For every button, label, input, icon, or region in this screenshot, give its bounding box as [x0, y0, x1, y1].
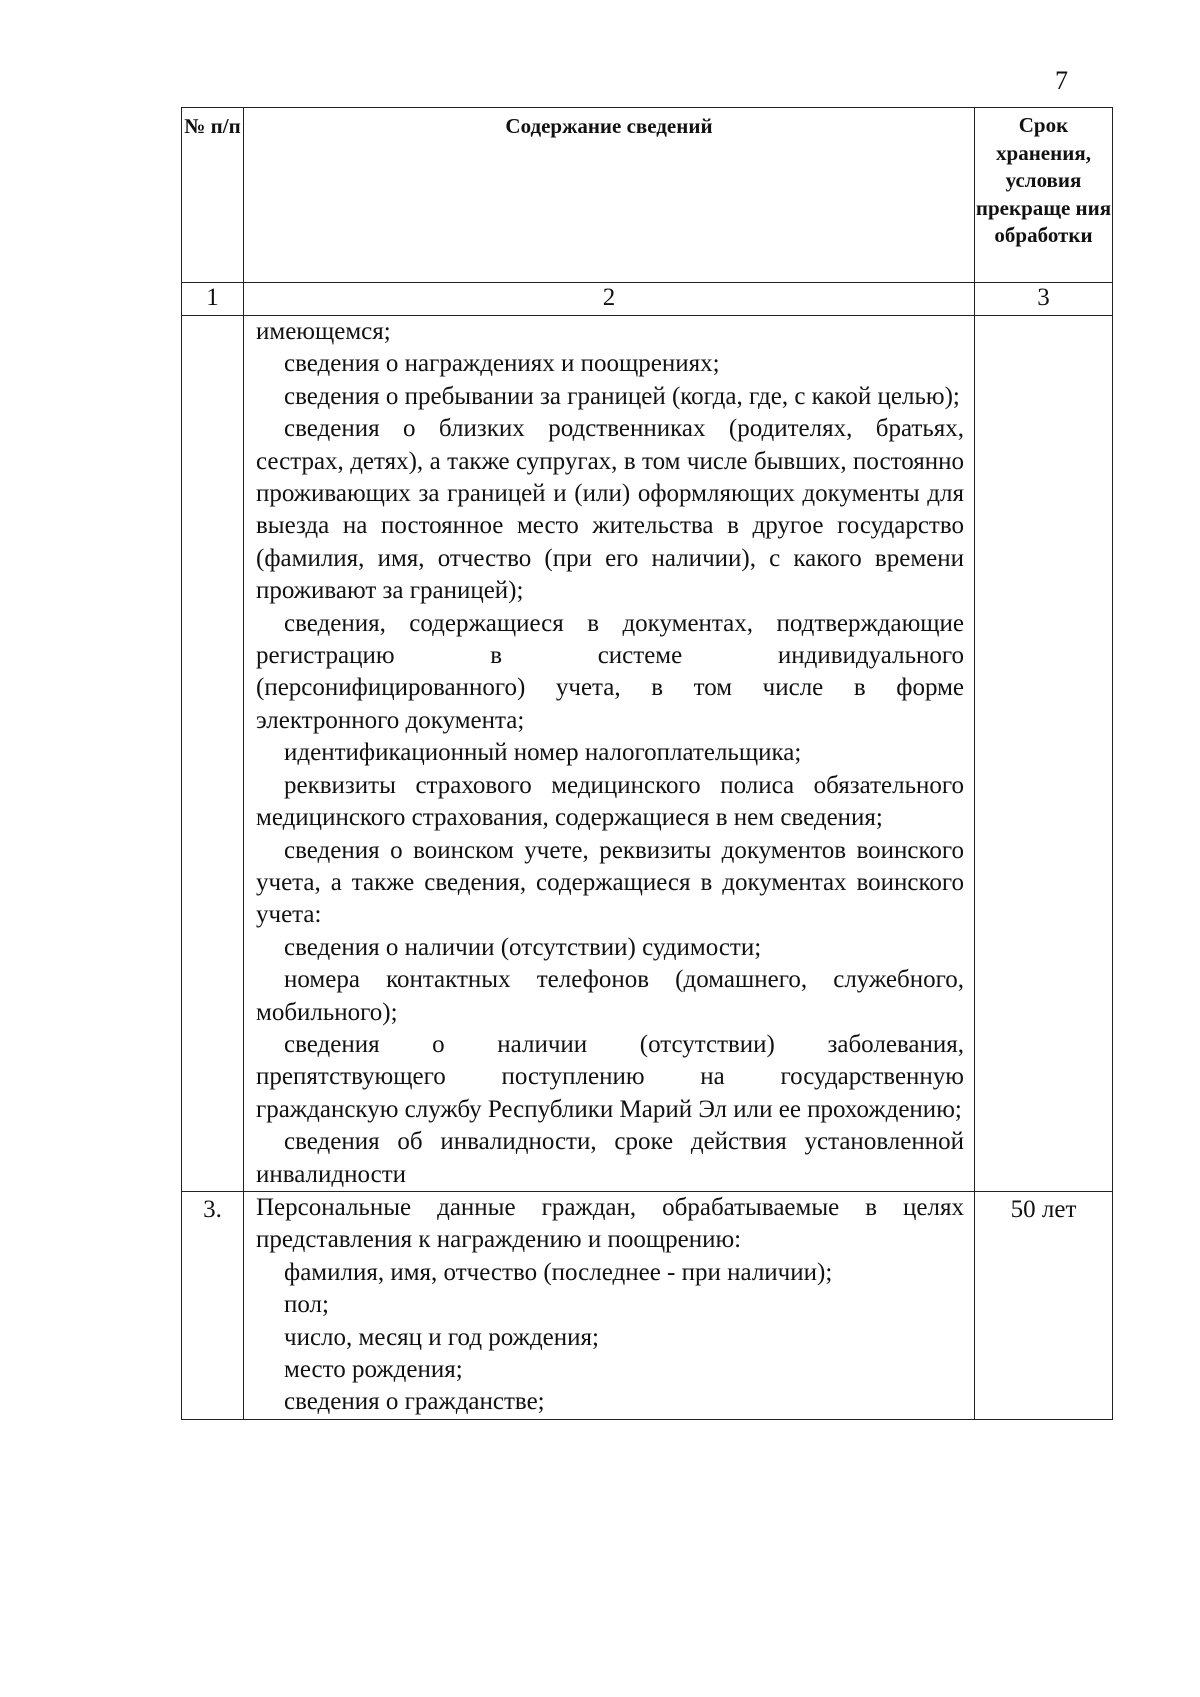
list-item: сведения о воинском учете, реквизиты документов воинского учета, а также сведения, содержащиеся в документах воинского учета:	[256, 836, 964, 929]
list-item: Персональные данные граждан, обрабатываемые в целях представления к награждению и поощрению:	[256, 1193, 964, 1254]
list-item: сведения о наличии (отсутствии) заболевания, препятствующего поступлению на государственную гражданскую службу Республики Марий Эл или ее прохождению;	[256, 1030, 964, 1123]
row-number: 3.	[182, 1191, 244, 1419]
list-item: пол;	[284, 1291, 329, 1319]
column-number: 1	[182, 283, 244, 316]
retention-table	[181, 107, 1113, 1420]
list-item: номера контактных телефонов (домашнего, служебного, мобильного);	[256, 966, 964, 1026]
list-item: сведения о наличии (отсутствии) судимости;	[284, 933, 762, 961]
list-item: сведения, содержащиеся в документах, подтверждающие регистрацию в системе индивидуального (персонифицированного) учета, в том числе в форме электронного документа;	[256, 609, 964, 734]
list-item: имеющемся;	[256, 318, 391, 345]
table-row-3	[182, 1191, 1113, 1419]
row-number	[182, 316, 244, 1192]
column-number-row	[182, 283, 1113, 316]
list-item: реквизиты страхового медицинского полиса обязательного медицинского страхования, содержащиеся в нем сведения;	[256, 771, 964, 832]
list-item: место рождения;	[284, 1356, 463, 1383]
row-term	[975, 316, 1113, 1192]
header-retention-term: Срок хранения, условия прекраще ния обработки	[975, 108, 1113, 283]
list-item: сведения о пребывании за границей (когда, где, с какой целью);	[284, 382, 960, 410]
list-item: число, месяц и год рождения;	[284, 1323, 599, 1351]
table-header-row	[182, 108, 1113, 283]
list-item: сведения о близких родственниках (родителях, братьях, сестрах, детях), а также супругах, в том числе бывших, постоянно проживающих за границей и (или) оформляющих документы для выезда на постоянное место жительства в другое государство (фамилия, имя, отчество (при его наличии), с какого времени проживают за границей);	[256, 415, 964, 605]
list-item: сведения о гражданстве;	[284, 1388, 545, 1416]
list-item: сведения о награждениях и поощрениях;	[284, 350, 720, 378]
table-row-continued	[182, 316, 1113, 1192]
column-number: 3	[975, 283, 1113, 316]
row-content	[244, 316, 975, 1192]
row-term: 50 лет	[975, 1191, 1113, 1419]
list-item: сведения об инвалидности, сроке действия установленной инвалидности	[256, 1128, 964, 1188]
row-content	[244, 1191, 975, 1419]
column-number: 2	[244, 283, 975, 316]
page-number: 7	[1055, 66, 1068, 95]
header-content: Содержание сведений	[244, 108, 975, 283]
list-item: идентификационный номер налогоплательщика;	[284, 739, 802, 767]
list-item: фамилия, имя, отчество (последнее - при наличии);	[284, 1258, 833, 1286]
header-number: № п/п	[182, 108, 244, 283]
